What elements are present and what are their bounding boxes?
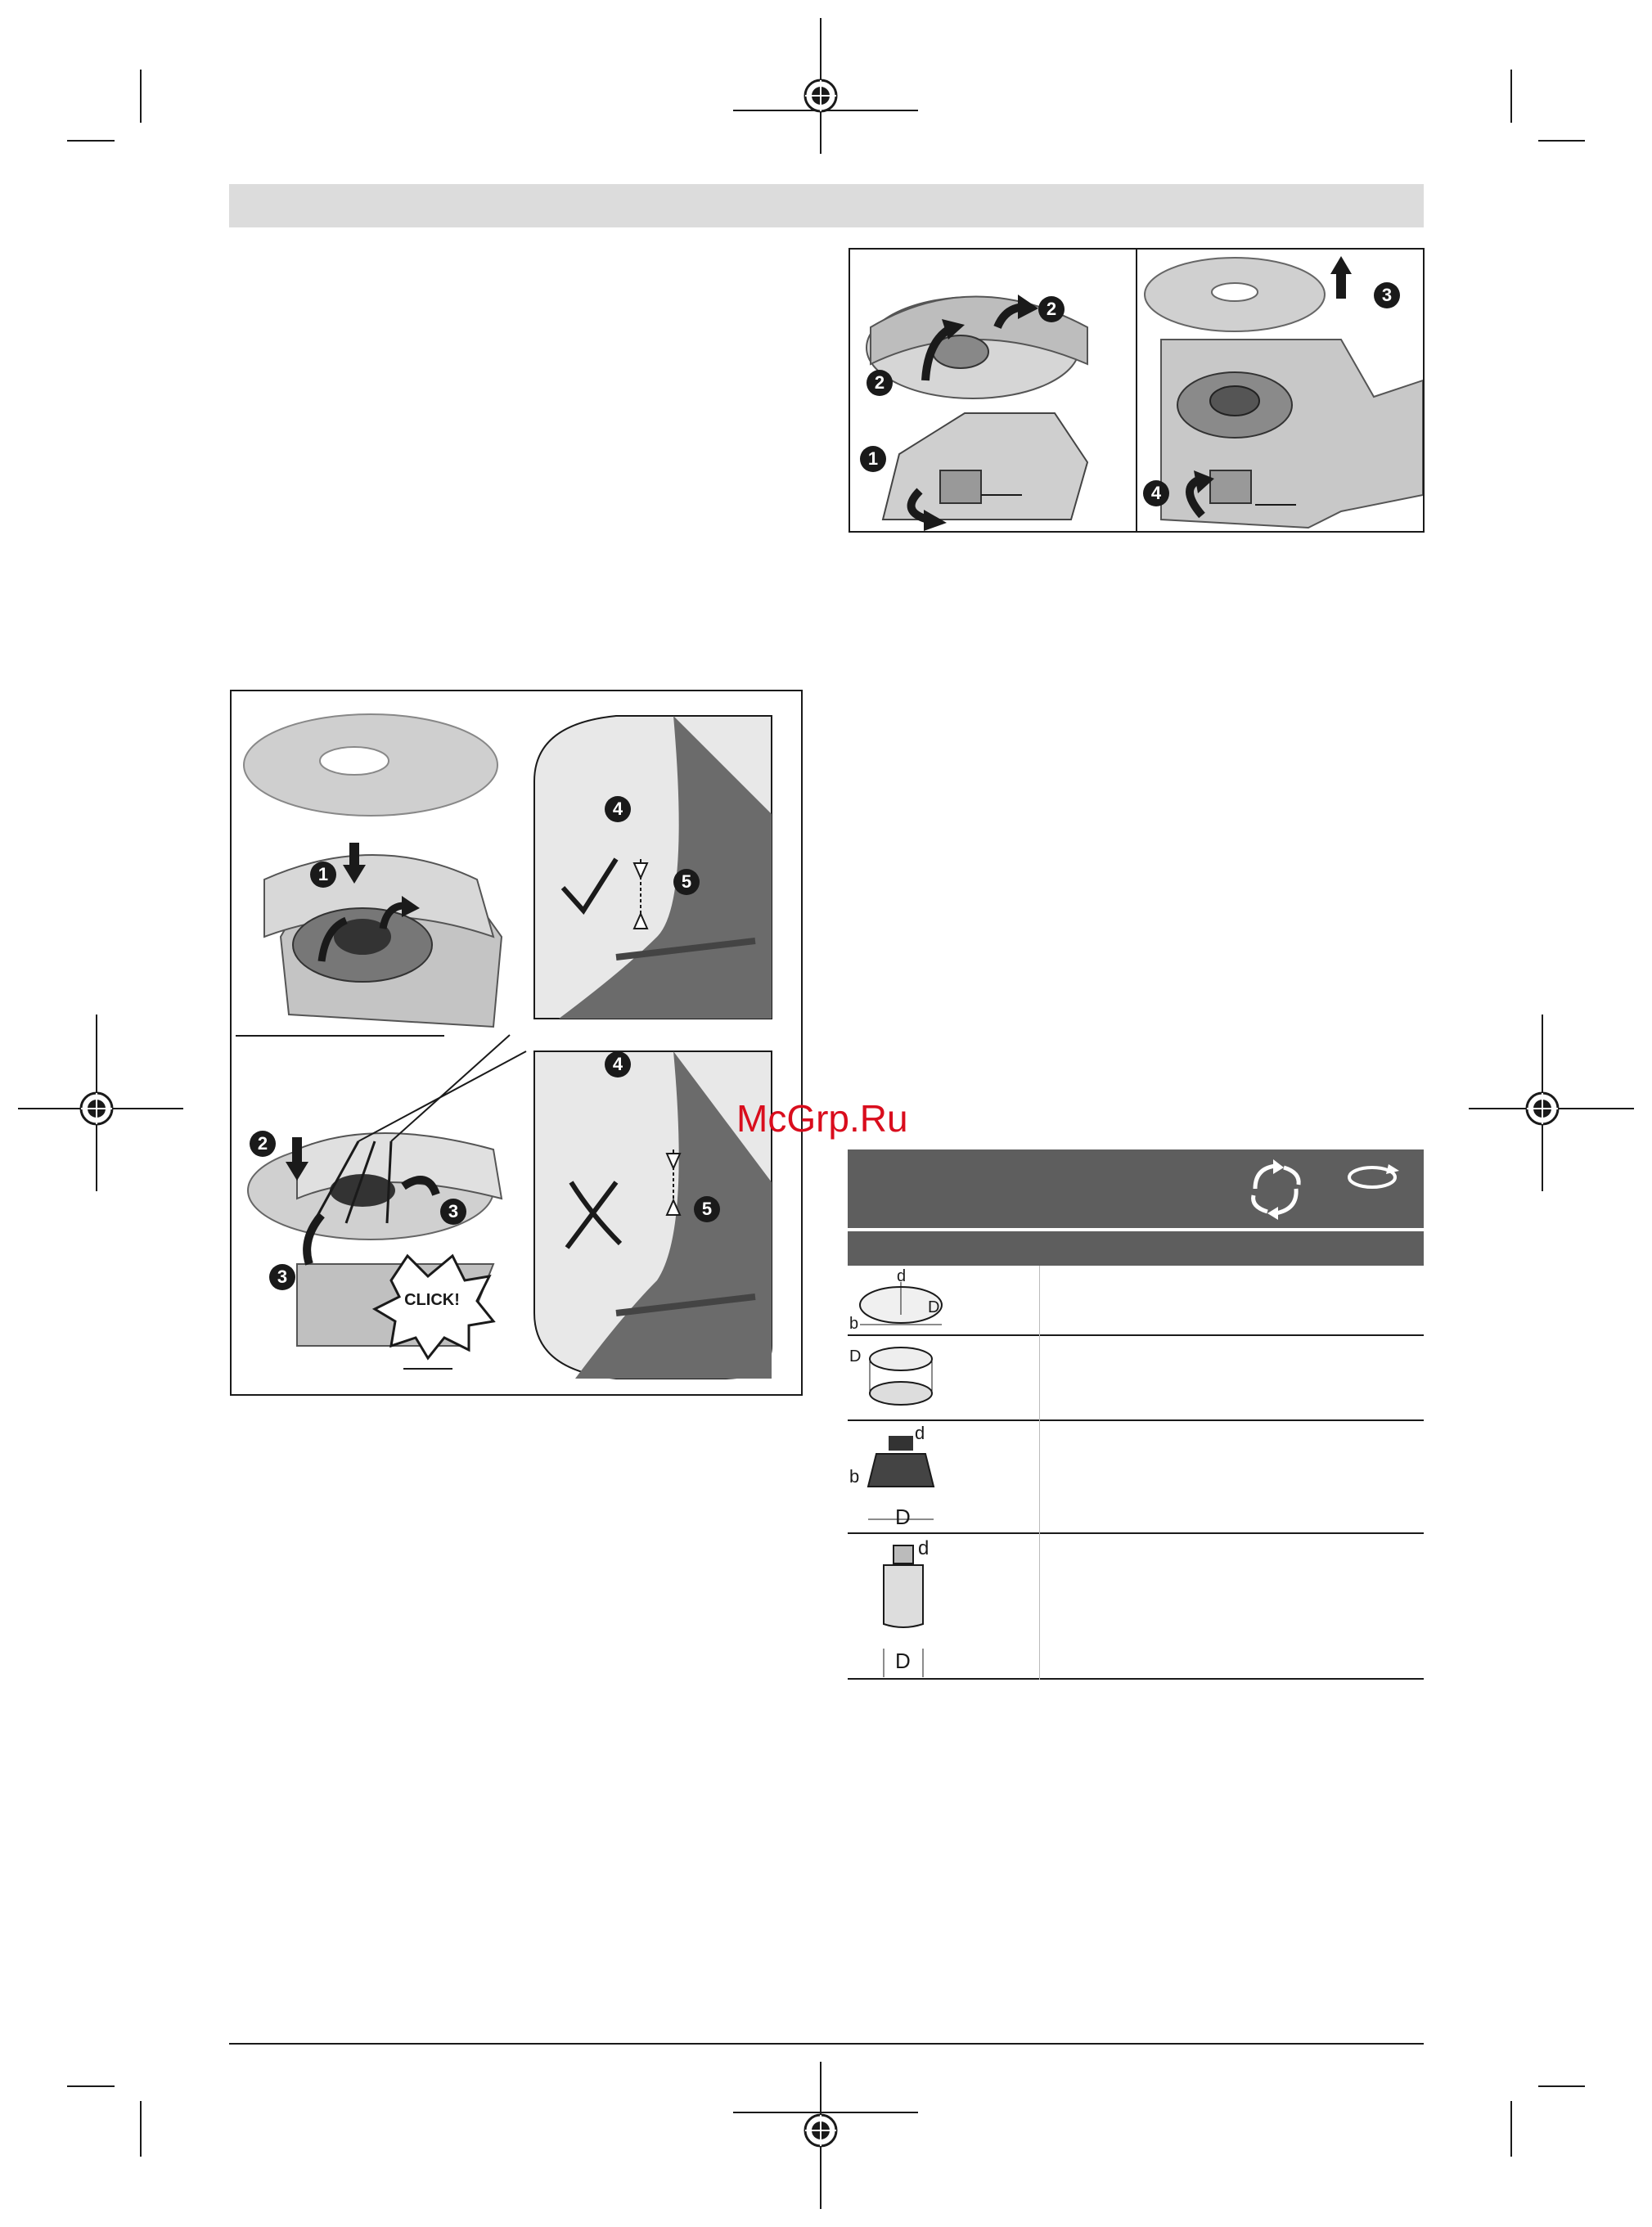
registration-mark-icon bbox=[805, 80, 836, 111]
step-marker-2: 2 bbox=[250, 1131, 276, 1157]
watermark: McGrp.Ru bbox=[736, 1097, 908, 1140]
recycle-icon bbox=[1239, 1156, 1312, 1221]
table-header bbox=[848, 1149, 1424, 1228]
step-marker-4a: 4 bbox=[605, 796, 631, 822]
accessory-table bbox=[848, 1149, 1424, 1680]
step-marker-4: 4 bbox=[1143, 480, 1169, 506]
flap-disc-icon: D bbox=[848, 1336, 954, 1419]
cup-brush-icon: d b D bbox=[848, 1421, 954, 1532]
rotation-arrow-icon bbox=[1344, 1161, 1401, 1194]
step-marker-5b: 5 bbox=[694, 1196, 720, 1222]
table-subheader bbox=[848, 1231, 1424, 1266]
grinding-disc-icon: d D b bbox=[848, 1266, 954, 1334]
step-marker-4b: 4 bbox=[605, 1051, 631, 1078]
core-bit-icon: d D bbox=[848, 1534, 954, 1678]
figure-disc-removal bbox=[849, 248, 1425, 533]
step-marker-2b: 2 bbox=[1038, 296, 1065, 322]
page-header-bar bbox=[229, 184, 1424, 227]
step-marker-3b: 3 bbox=[269, 1264, 295, 1290]
click-label: CLICK! bbox=[404, 1291, 460, 1309]
footer-rule bbox=[229, 2043, 1424, 2045]
table-row bbox=[848, 1266, 1424, 1336]
step-marker-3: 3 bbox=[1374, 282, 1400, 308]
table-row bbox=[848, 1336, 1424, 1421]
step-marker-2a: 2 bbox=[867, 370, 893, 396]
step-marker-5a: 5 bbox=[673, 869, 700, 895]
table-row bbox=[848, 1534, 1424, 1680]
table-row bbox=[848, 1421, 1424, 1534]
figure-disc-mounting bbox=[230, 690, 803, 1396]
step-marker-1: 1 bbox=[860, 446, 886, 472]
step-marker-1: 1 bbox=[310, 862, 336, 888]
step-marker-3a: 3 bbox=[440, 1199, 466, 1225]
